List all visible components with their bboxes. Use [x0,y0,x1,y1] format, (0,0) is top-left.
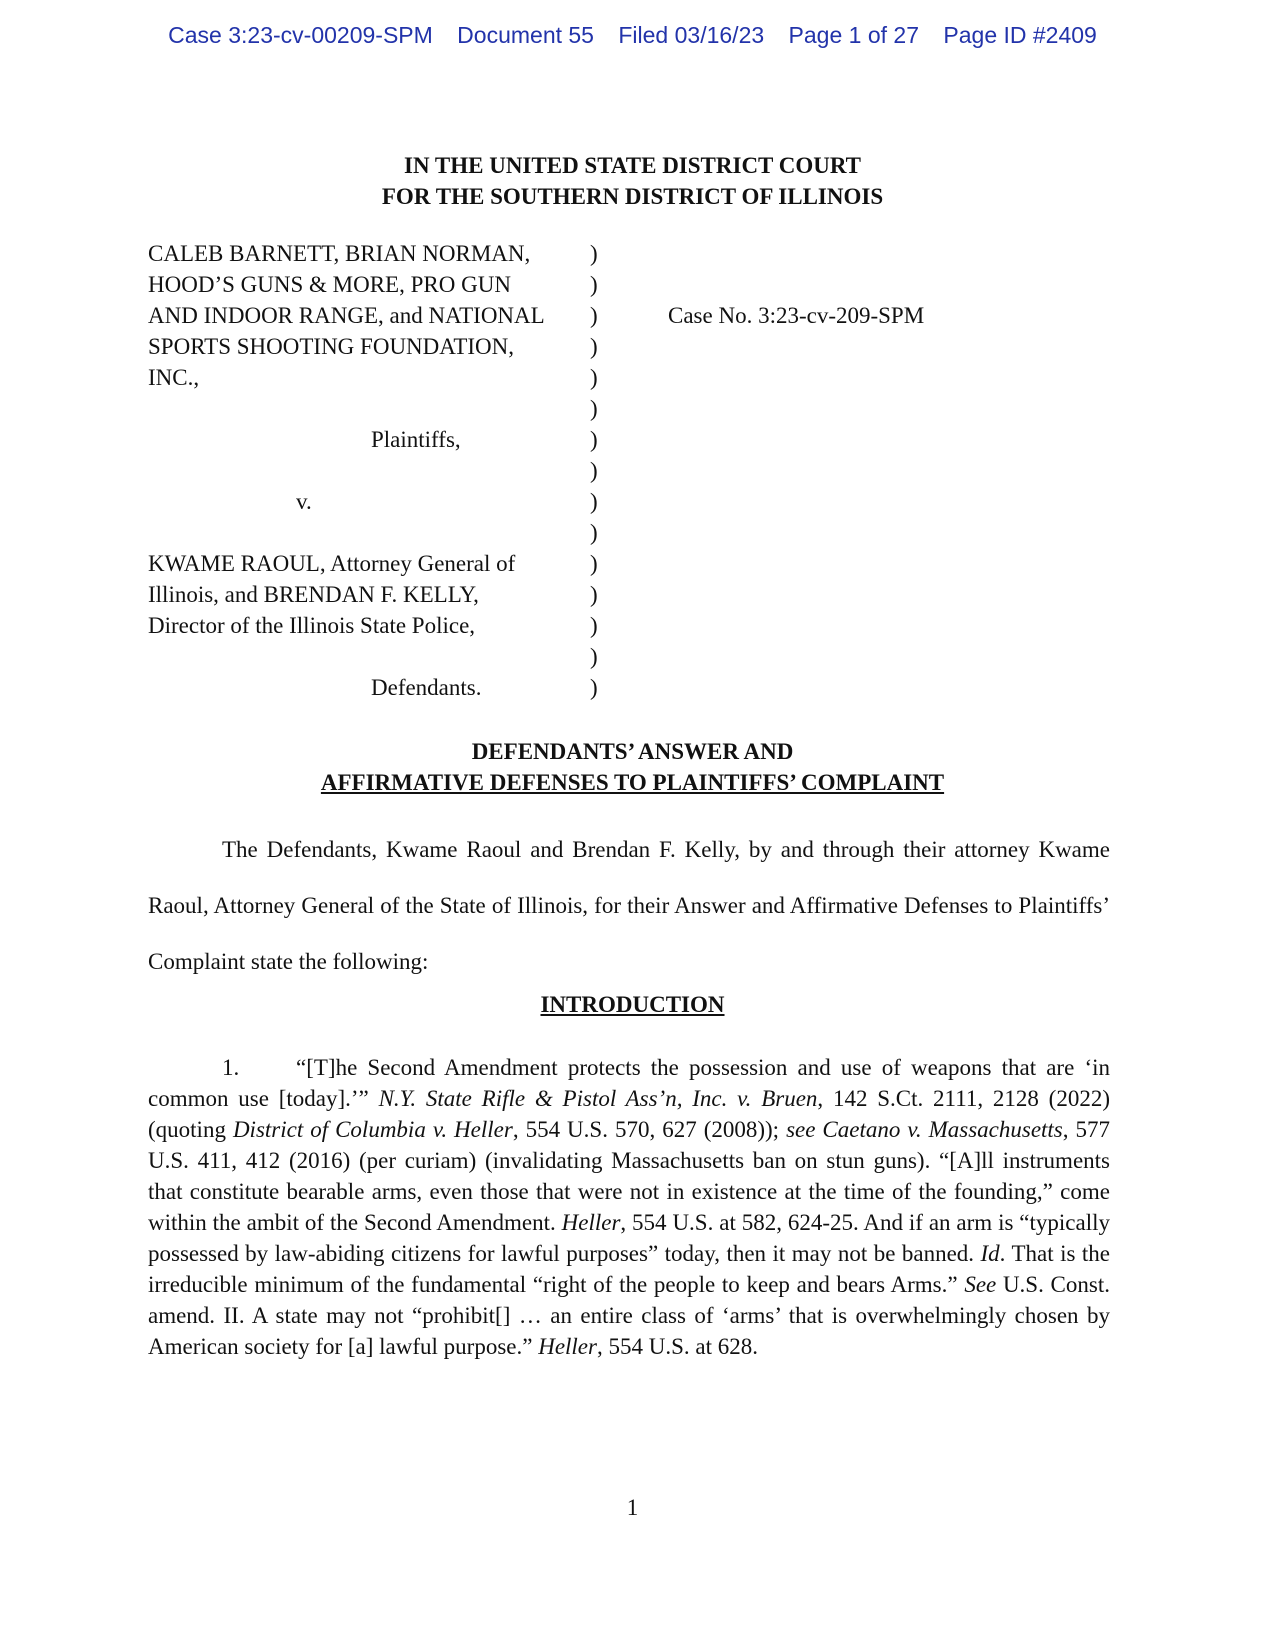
court-title-line-1: IN THE UNITED STATE DISTRICT COURT [404,153,861,178]
caption-spacer [148,455,588,486]
plaintiffs-label: Plaintiffs, [371,427,461,452]
plaintiff-line: AND INDOOR RANGE, and NATIONAL [148,303,545,328]
caption-paren-column [590,238,610,703]
caption-spacer [148,641,588,672]
caption-paren: ) [590,241,598,266]
citation-signal: See [964,1272,997,1297]
stamp-page-id: Page ID #2409 [943,22,1097,48]
ecf-header-stamp [0,22,1265,49]
paragraph-text: , 554 U.S. 570, 627 (2008)); [512,1117,787,1142]
plaintiff-line: CALEB BARNETT, BRIAN NORMAN, [148,241,531,266]
defendant-line: Director of the Illinois State Police, [148,613,476,638]
caption-paren: ) [590,520,598,545]
caption-spacer [148,393,588,424]
versus-label: v. [296,489,312,514]
caption-paren: ) [590,613,598,638]
plaintiff-line: INC., [148,365,200,390]
caption-paren: ) [590,427,598,452]
paragraph-text: . That is the irreducible minimum of the fundamental “right of the people to keep and bears Arms.” [148,1241,1110,1297]
page-number: 1 [626,1495,639,1520]
document-title-line-1: DEFENDANTS’ ANSWER AND [471,739,794,764]
document-title [0,736,1265,798]
caption-paren: ) [590,458,598,483]
caption-paren: ) [590,675,598,700]
stamp-filed-date: Filed 03/16/23 [618,22,765,48]
defendants-label: Defendants. [371,675,482,700]
caption-paren: ) [590,334,598,359]
document-title-line-2: AFFIRMATIVE DEFENSES TO PLAINTIFFS’ COMPLAINT [320,770,945,795]
case-citation: N.Y. State Rifle & Pistol Ass’n, Inc. v. Bruen [378,1086,818,1111]
plaintiff-line: SPORTS SHOOTING FOUNDATION, [148,334,515,359]
caption-paren: ) [590,551,598,576]
case-citation: Heller [538,1334,597,1359]
paragraph-text: , 142 S.Ct. 2111, 2128 (2022) (quoting [148,1086,1110,1142]
caption-paren: ) [590,644,598,669]
stamp-document-number: Document 55 [457,22,594,48]
case-citation: District of Columbia v. Heller [232,1117,513,1142]
caption-spacer [148,517,588,548]
defendant-line: KWAME RAOUL, Attorney General of [148,551,516,576]
caption-paren: ) [590,489,598,514]
court-title [0,150,1265,212]
intro-paragraph [148,822,1110,990]
caption-paren: ) [590,396,598,421]
caption-paren: ) [590,272,598,297]
case-citation: Id [980,1241,1000,1266]
case-citation: see Caetano v. Massachusetts [786,1117,1063,1142]
paragraph-text: “[T]he Second Amendment protects the possession and use of weapons that are ‘in common use [today].’” [148,1055,1110,1111]
paragraph-text: , 577 U.S. 411, 412 (2016) (per curiam) (invalidating Massachusetts ban on stun guns). “[A]ll instruments that constitute bearable arms, even those that were not in existence at the time of the founding,” come within the ambit of the Second Amendment. [148,1117,1111,1235]
caption-parties [148,238,588,703]
court-title-line-2: FOR THE SOUTHERN DISTRICT OF ILLINOIS [381,184,884,209]
stamp-case-number: Case 3:23-cv-00209-SPM [168,22,433,48]
paragraph-text: , 554 U.S. at 582, 624-25. And if an arm is “typically possessed by law-abiding citizens for lawful purposes” today, then it may not be banned. [148,1210,1110,1266]
paragraph-number: 1. [222,1055,240,1080]
caption-paren: ) [590,303,598,328]
case-number: Case No. 3:23-cv-209-SPM [668,303,925,328]
defendant-line: Illinois, and BRENDAN F. KELLY, [148,582,479,607]
caption-paren: ) [590,365,598,390]
paragraph-1 [148,1052,1110,1362]
section-heading: INTRODUCTION [540,992,725,1017]
plaintiff-line: HOOD’S GUNS & MORE, PRO GUN [148,272,511,297]
stamp-page-count: Page 1 of 27 [788,22,919,48]
intro-paragraph-text: The Defendants, Kwame Raoul and Brendan F. Kelly, by and through their attorney Kwame Raoul, Attorney General of the State of Illinois, for their Answer and Affirmative Defenses to Plaintiffs’ Complaint state the following: [148,837,1110,974]
caption-paren: ) [590,582,598,607]
paragraph-text: U.S. Const. amend. II. A state may not “prohibit[] … an entire class of ‘arms’ that is overwhelmingly chosen by American society for [a] lawful purpose.” [148,1272,1110,1359]
paragraph-text: , 554 U.S. at 628. [596,1334,758,1359]
case-citation: Heller [561,1210,621,1235]
